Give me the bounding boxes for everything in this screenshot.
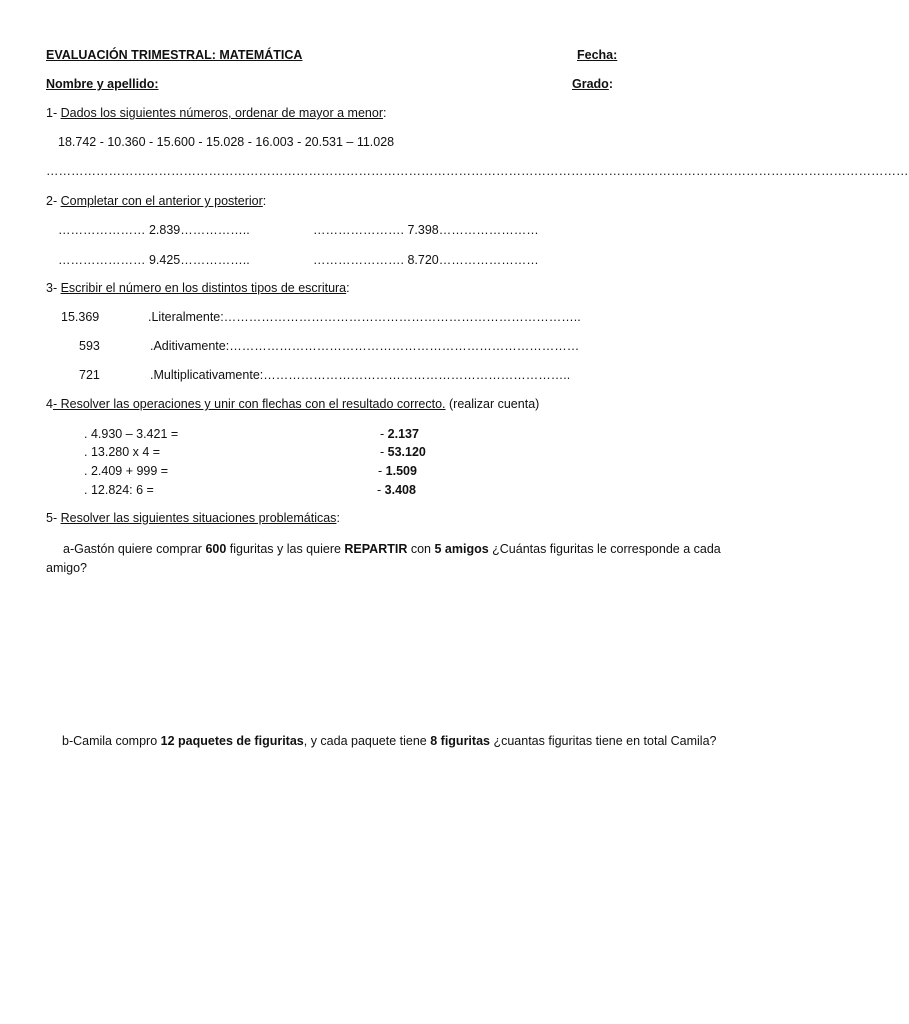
q5-prompt (46, 511, 340, 525)
q4-operation-1: . 4.930 – 3.421 = (84, 427, 179, 441)
q5-colon: : (336, 511, 340, 525)
q3-prompt (46, 281, 350, 295)
q5-number: 5- (46, 511, 61, 525)
q3-colon: : (346, 281, 350, 295)
q3-row-3-number: 721 (79, 368, 100, 382)
q4-result-2-value: 53.120 (387, 445, 426, 459)
q4-number: 4 (46, 397, 53, 411)
q4-result-4-dash: - (377, 483, 385, 497)
q4-result-3-dash: - (378, 464, 386, 478)
q2-colon: : (262, 194, 267, 208)
q5-prompt-text: Resolver las siguientes situaciones problemáticas (60, 511, 337, 525)
q5b-bold-2: 8 figuritas (430, 734, 490, 748)
q1-number: 1- (46, 106, 61, 120)
q2-row-2-right: …………………. 8.720…………………… (313, 253, 539, 267)
date-label: Fecha: (577, 48, 618, 62)
grade-field (572, 77, 613, 91)
q5a-text-1: a-Gastón quiere comprar (63, 542, 206, 556)
q1-number-list: 18.742 - 10.360 - 15.600 - 15.028 - 16.003 - 20.531 – 11.028 (58, 135, 395, 149)
q5b-text-3: ¿cuantas figuritas tiene en total Camila? (489, 734, 717, 748)
q5-problem-b (62, 734, 717, 748)
q3-row-2-number: 593 (79, 339, 100, 353)
q4-note: (realizar cuenta) (445, 397, 540, 411)
q5b-bold-1: 12 paquetes de figuritas (160, 734, 304, 748)
q4-prompt-text: - Resolver las operaciones y unir con flechas con el resultado correcto. (52, 397, 446, 411)
q4-result-2-dash: - (380, 445, 388, 459)
q2-prompt-text: Completar con el anterior y posterior (60, 194, 263, 208)
q3-number: 3- (46, 281, 61, 295)
q4-operation-3: . 2.409 + 999 = (84, 464, 169, 478)
q4-operation-2: . 13.280 x 4 = (84, 445, 161, 459)
q3-row-2-label: .Aditivamente:………………………………………………………………………… (150, 339, 580, 353)
name-field (46, 77, 159, 91)
worksheet-title: EVALUACIÓN TRIMESTRAL: MATEMÁTICA (46, 48, 303, 62)
q5a-text-2: figuritas y las quiere (226, 542, 345, 556)
q2-row-1-right: …………………. 7.398…………………… (313, 223, 539, 237)
q1-answer-line: ……………………………………………………………………………………………………………………………………………………………………………………… (46, 164, 909, 178)
grade-label: Grado (572, 77, 609, 91)
q3-row-1-label: .Literalmente:………………………………………………………………………….. (148, 310, 581, 324)
q2-number: 2- (46, 194, 61, 208)
q5b-text-1: b-Camila compro (62, 734, 161, 748)
q4-operation-4: . 12.824: 6 = (84, 483, 154, 497)
q3-row-1-number: 15.369 (61, 310, 100, 324)
q2-row-2-left: ………………… 9.425…………….. (58, 253, 250, 267)
q4-prompt (46, 397, 539, 411)
header-title-line (46, 48, 302, 62)
q3-prompt-text: Escribir el número en los distintos tipos de escritura (60, 281, 347, 295)
q1-prompt-text: Dados los siguientes números, ordenar de mayor a menor (60, 106, 383, 120)
q1-colon: : (382, 106, 387, 120)
name-label: Nombre y apellido: (46, 77, 159, 91)
q2-prompt (46, 194, 266, 208)
q4-result-1 (380, 427, 419, 441)
q5a-bold-2: REPARTIR (344, 542, 408, 556)
grade-colon: : (608, 77, 613, 91)
q1-prompt (46, 106, 386, 120)
q5b-text-2: , y cada paquete tiene (303, 734, 431, 748)
q5-problem-a (46, 540, 726, 578)
q4-result-3 (378, 464, 417, 478)
q5a-text-3: con (407, 542, 435, 556)
q4-result-4 (377, 483, 416, 497)
q5a-text-4: ¿Cuántas figuritas le corresponde a cada amigo? (46, 542, 721, 575)
q4-result-1-dash: - (380, 427, 388, 441)
date-field (577, 48, 617, 62)
q4-result-3-value: 1.509 (385, 464, 417, 478)
q4-result-2 (380, 445, 426, 459)
q5a-bold-1: 600 (205, 542, 227, 556)
q4-result-1-value: 2.137 (387, 427, 419, 441)
q2-row-1-left: ………………… 2.839…………….. (58, 223, 250, 237)
q4-result-4-value: 3.408 (384, 483, 416, 497)
q5a-bold-3: 5 amigos (434, 542, 489, 556)
q3-row-3-label: .Multiplicativamente:……………………………………………………………….. (150, 368, 571, 382)
